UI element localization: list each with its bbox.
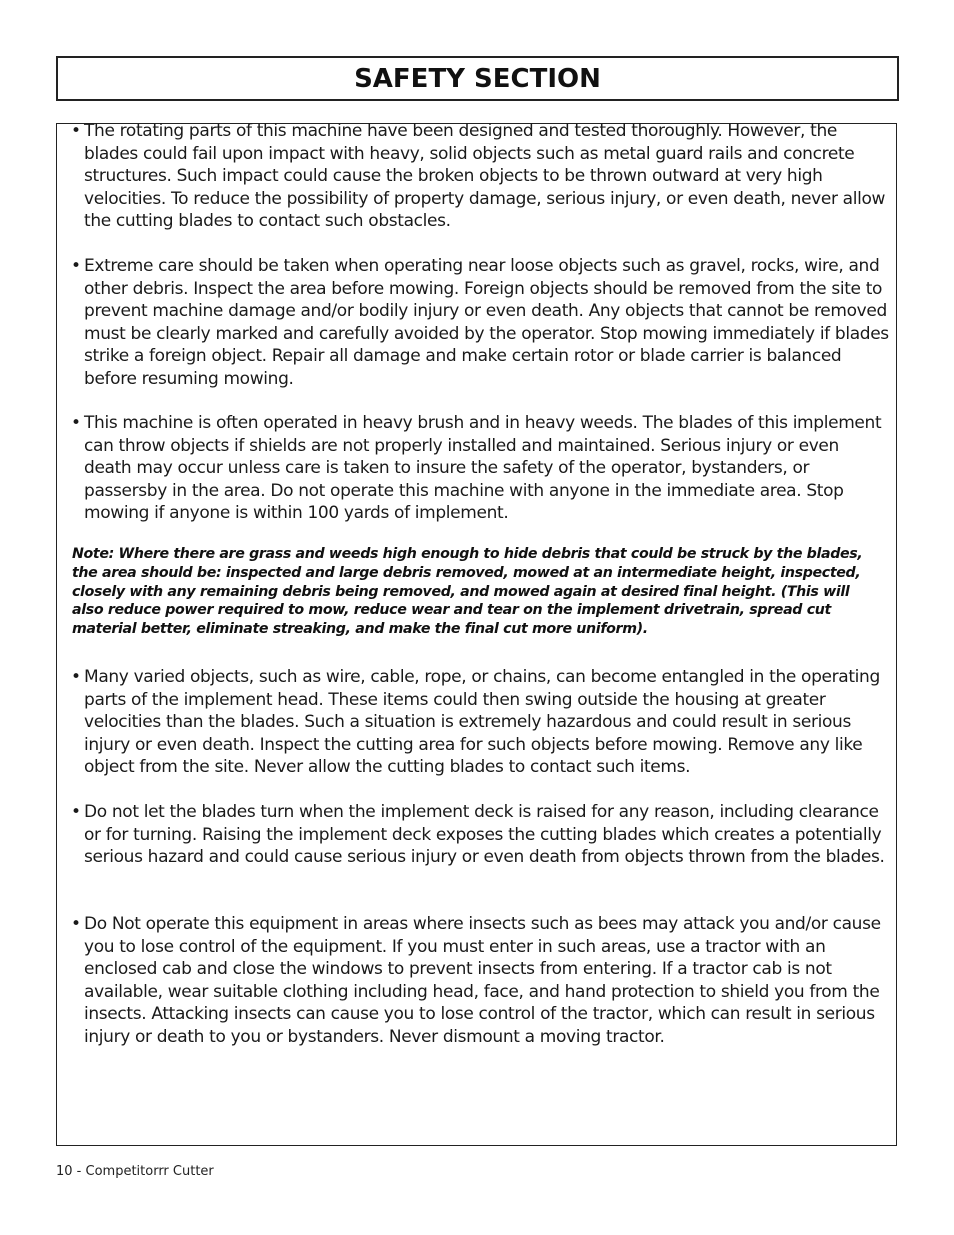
bullet-text: Many varied objects, such as wire, cable, rope, or chains, can become entangled in the operating parts of the implement head. These items could then swing outside the housing at greater velocities than the blades. Such a situation is extremely hazardous and could result in serious injury or even death. Inspect the cutting area for such objects before mowing. Remove any like object from the site. Never allow the cutting blades to contact such items. [84,667,880,777]
bullet-marker: • [71,667,81,687]
safety-note: Note: Where there are grass and weeds high enough to hide debris that could be struck by the blades, the area should be: inspected and large debris removed, mowed at an intermediate height, inspected, closely with any remaining debris being removed, and mowed again at desired final height. (This will also reduce power required to mow, reduce wear and tear on the implement drivetrain, spread cut material better, eliminate streaking, and make the final cut more uniform). [72,546,863,638]
safety-bullet-4 [71,666,889,779]
bullet-text: This machine is often operated in heavy brush and in heavy weeds. The blades of this implement can throw objects if shields are not properly installed and maintained. Serious injury or even death may occur unless care is taken to insure the safety of the operator, bystanders, or passersby in the area. Do not operate this machine with anyone in the immediate area. Stop mowing if anyone is within 100 yards of implement. [84,413,882,523]
safety-bullet-6 [71,913,889,1048]
safety-bullet-3 [71,412,889,525]
safety-bullet-1 [71,120,889,233]
bullet-marker: • [71,256,81,276]
bullet-text: Do Not operate this equipment in areas where insects such as bees may attack you and/or cause you to lose control of the equipment. If you must enter in such areas, use a tractor with an enclosed cab and close the windows to prevent insects from entering. If a tractor cab is not available, wear suitable clothing including head, face, and hand protection to shield you from the insects. Attacking insects can cause you to lose control of the tractor, which can result in serious injury or death to you or bystanders. Never dismount a moving tractor. [84,914,881,1047]
safety-content-box [56,123,897,1146]
bullet-marker: • [71,413,81,433]
safety-bullet-5 [71,801,889,869]
bullet-text: Extreme care should be taken when operating near loose objects such as gravel, rocks, wire, and other debris. Inspect the area before mowing. Foreign objects should be removed from the site to prevent machine damage and/or bodily injury or even death. Any objects that cannot be removed must be clearly marked and carefully avoided by the operator. Stop mowing immediately if blades strike a foreign object. Repair all damage and make certain rotor or blade carrier is balanced before resuming mowing. [84,256,889,389]
safety-bullet-2 [71,255,889,390]
section-title-box [56,56,899,101]
bullet-text: The rotating parts of this machine have been designed and tested thoroughly. However, the blades could fail upon impact with heavy, solid objects such as metal guard rails and concrete structures. Such impact could cause the broken objects to be thrown outward at very high velocities. To reduce the possibility of property damage, serious injury, or even death, never allow the cutting blades to contact such obstacles. [84,121,886,231]
bullet-text: Do not let the blades turn when the implement deck is raised for any reason, including clearance or for turning. Raising the implement deck exposes the cutting blades which creates a potentially serious hazard and could cause serious injury or even death from objects thrown from the blades. [84,802,885,867]
page-title: SAFETY SECTION [354,63,601,94]
page-footer: 10 - Competitorrr Cutter [56,1164,214,1179]
bullet-marker: • [71,914,81,934]
bullet-marker: • [71,802,81,822]
bullet-marker: • [71,121,81,141]
